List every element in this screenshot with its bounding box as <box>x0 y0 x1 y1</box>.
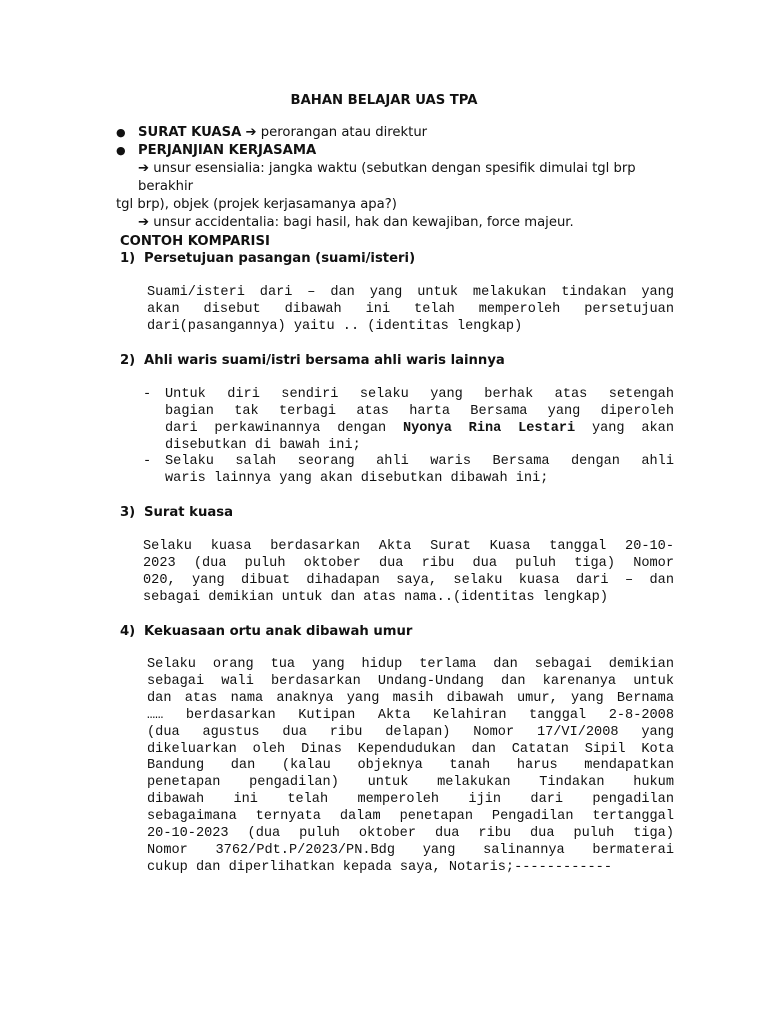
dash-item-2: - Selaku salah seorang ahli waris Bersama dengan ahli waris lainnya yang akan disebutkan dibawah ini; <box>143 454 674 486</box>
sub-item-accidentalia <box>116 214 676 232</box>
section-4-paragraph: Selaku orang tua yang hidup terlama dan sebagai demikian sebagai wali berdasarkan Undang-Undang dan karenanya untuk dan atas nama anaknya yang masih dibawah umur, yang Bernama …… berdasarkan Kutipan Akta Kelahiran tanggal 2-8-2008 (dua agustus dua ribu delapan) Nomor 17/VI/2008 yang dikeluarkan oleh Dinas Kependudukan dan Catatan Sipil Kota Bandung dan (kalau objeknya tanah harus mendapatkan penetapan pengadilan) untuk melakukan Tindakan hukum dibawah ini telah memperoleh ijin dari pengadilan sebagaimana ternyata dalam penetapan Pengadilan tertanggal 20-10-2023 (dua puluh oktober dua ribu dua puluh tiga) Nomor 3762/Pdt.P/2023/PN.Bdg yang salinannya bermaterai cukup dan diperlihatkan kepada saya, Notaris;------------ <box>147 657 674 875</box>
section-heading-2: 2) Ahli waris suami/istri bersama ahli waris lainnya <box>120 353 505 368</box>
section-heading-4: 4) Kekuasaan ortu anak dibawah umur <box>120 624 413 639</box>
sub-item-esensialia-continued <box>116 196 676 214</box>
contoh-komparisi-heading: CONTOH KOMPARISI <box>120 234 270 249</box>
section-3-paragraph: Selaku kuasa berdasarkan Akta Surat Kuasa tanggal 20-10- 2023 (dua puluh oktober dua ribu dua puluh tiga) Nomor 020, yang dibuat dihadapan saya, selaku kuasa dari – dan sebagai demikian untuk dan atas nama..(identitas lengkap) <box>143 539 674 605</box>
bullet-dot-icon: ● <box>116 144 126 157</box>
sub-item-text: unsur accidentalia: bagi hasil, hak dan kewajiban, force majeur. <box>149 215 574 230</box>
dash-bullet: - <box>143 387 152 402</box>
sub-item-esensialia <box>116 160 676 196</box>
bullet-item-perjanjian-kerjasama <box>116 142 676 160</box>
bullet-list <box>116 124 676 232</box>
sub-item-text: tgl brp), objek (projek kerjasamanya apa?) <box>116 197 397 212</box>
document-title: BAHAN BELAJAR UAS TPA <box>290 93 478 108</box>
bullet-dot-icon: ● <box>116 126 126 139</box>
bold-name: Nyonya Rina Lestari <box>402 420 576 436</box>
bullet-text: perorangan atau direktur <box>256 125 428 140</box>
dash-item-1: - Untuk diri sendiri selaku yang berhak atas setengah bagian tak terbagi atas harta Bersama yang diperoleh dari perkawinannya dengan Nyonya Rina Lestari yang akan disebutkan di bawah ini; <box>143 387 674 453</box>
dash-bullet: - <box>143 454 152 469</box>
bullet-item-surat-kuasa <box>116 124 676 142</box>
sub-item-text: unsur esensialia: jangka waktu (sebutkan dengan spesifik dimulai tgl brp berakhir <box>138 161 636 194</box>
bullet-label: PERJANJIAN KERJASAMA <box>138 143 317 158</box>
arrow-icon: ➔ <box>138 161 150 176</box>
arrow-icon: ➔ <box>138 215 150 230</box>
section-heading-3: 3) Surat kuasa <box>120 505 233 520</box>
arrow-icon: ➔ <box>245 125 257 140</box>
section-1-paragraph: Suami/isteri dari – dan yang untuk melakukan tindakan yang akan disebut dibawah ini telah memperoleh persetujuan dari(pasangannya) yaitu .. (identitas lengkap) <box>147 285 674 334</box>
section-heading-1: 1) Persetujuan pasangan (suami/isteri) <box>120 251 416 266</box>
bullet-label: SURAT KUASA <box>138 125 242 140</box>
